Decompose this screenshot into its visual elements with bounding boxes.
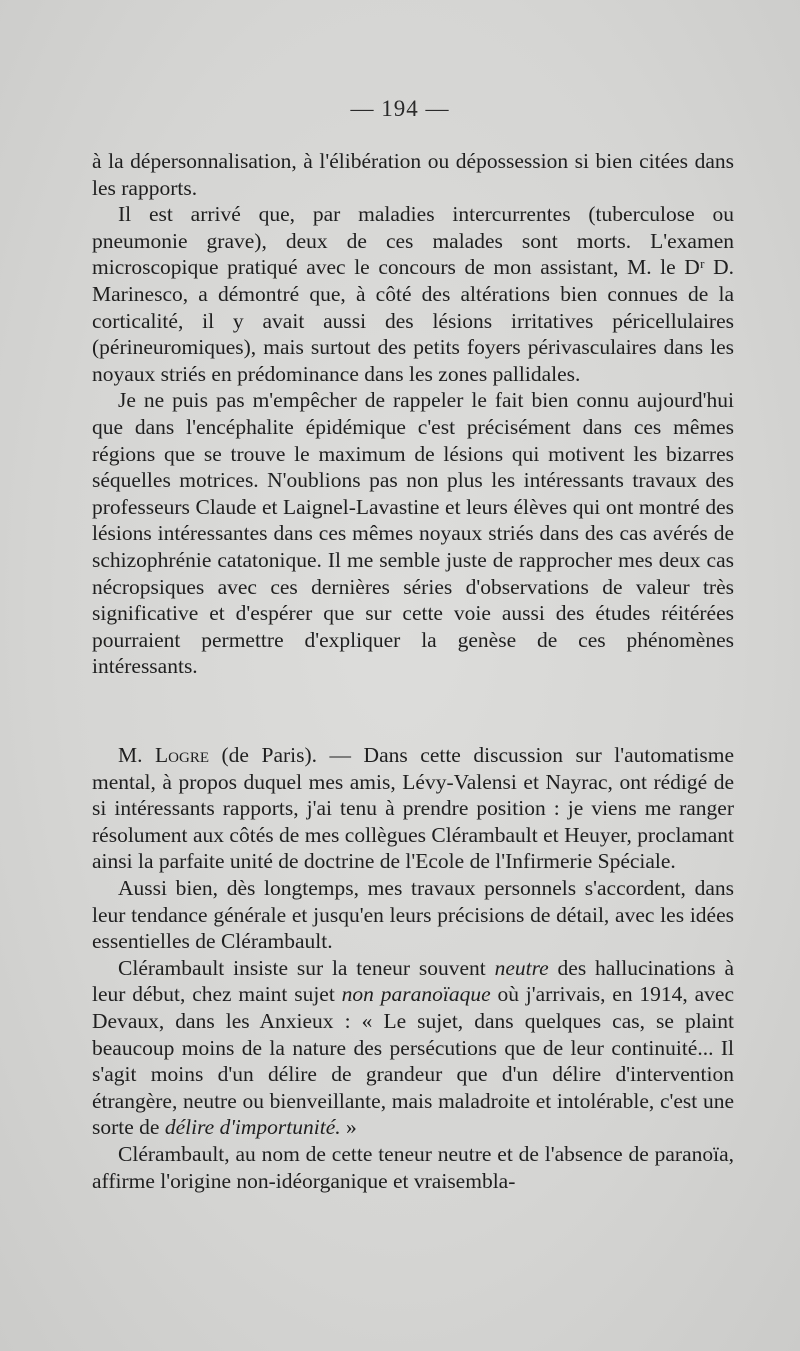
paragraph-clerambault-origin: Clérambault, au nom de cette teneur neutre et de l'absence de paranoïa, affirme l'origine non-idéorganique et vraisembla- (92, 1141, 734, 1193)
text-run: Clérambault insiste sur la teneur souvent (118, 955, 495, 980)
paragraph-encephalitis: Je ne puis pas m'empêcher de rappeler le fait bien connu aujourd'hui que dans l'encéphalite épidémique c'est précisément dans ces mêmes régions que se trouve le maximum de lésions qui motivent les bizarres séquelles motrices. N'oublions pas non plus les intéressants travaux des professeurs Claude et Laignel-Lavastine et leurs élèves qui ont montré des lésions intéressantes dans ces mêmes noyaux striés dans des cas avérés de schizophrénie catatonique. Il me semble juste de rapprocher mes deux cas nécropsiques avec ces dernières séries d'observations de valeur très significative et d'espérer que sur cette voie aussi des études réitérées pourraient permettre d'expliquer la genèse de ces phénomènes intéressants. (92, 388, 734, 679)
paragraph-logre-intro (92, 742, 734, 875)
text-run: où j'arrivais, en 1914, avec Devaux, dans les Anxieux : « Le sujet, dans quelques cas, se plaint beaucoup moins de la nature des persécutions que de leur continuité... Il s'agit moins d'un délire de grandeur que d'un délire d'intervention étrangère, neutre ou bienveillante, mais maladroite et intolérable, c'est une sorte de (92, 982, 734, 1140)
section-logre-intervention (92, 742, 734, 1194)
page-number: — 194 — (350, 96, 450, 121)
text-run: » (340, 1115, 357, 1140)
text-run: des hallucinations à leur début, chez maint sujet (92, 955, 734, 1007)
section-continuation (92, 148, 734, 680)
paragraph-logre-works: Aussi bien, dès longtemps, mes travaux personnels s'accordent, dans leur tendance générale et jusqu'en leurs précisions de détail, avec les idées essentielles de Clérambault. (92, 875, 734, 954)
emphasis-neutre: neutre (494, 955, 549, 980)
emphasis-non-paranoiaque: non paranoïaque (341, 982, 491, 1007)
speaker-name: Logre (155, 743, 209, 767)
speaker-prefix: M. (118, 743, 156, 767)
paragraph-continued: à la dépersonnalisation, à l'élibération ou dépossession si bien citées dans les rapports. (92, 149, 734, 200)
paragraph-logre-intro-text: (de Paris). — Dans cette discussion sur l'automatisme mental, à propos duquel mes amis, Lévy-Valensi et Nayrac, ont rédigé de si intéressants rapports, j'ai tenu à prendre position : je viens me ranger résolument aux côtés de mes collègues Clérambault et Heuyer, proclamant ainsi la parfaite unité de doctrine de l'Ecole de l'Infirmerie Spéciale. (92, 743, 734, 874)
paragraph-clerambault-neutral (92, 955, 734, 1141)
paragraph-autopsy-findings: Il est arrivé que, par maladies intercurrentes (tuberculose ou pneumonie grave), deux de ces malades sont morts. L'examen microscopique pratiqué avec le concours de mon assistant, M. le Dʳ D. Marinesco, a démontré que, à côté des altérations bien connues de la corticalité, il y avait aussi des lésions irritatives péricellulaires (périneuromiques), mais surtout des petits foyers périvasculaires dans les noyaux striés en prédominance dans les zones pallidales. (92, 202, 734, 386)
emphasis-delire-importunite: délire d'importunité. (164, 1115, 341, 1140)
